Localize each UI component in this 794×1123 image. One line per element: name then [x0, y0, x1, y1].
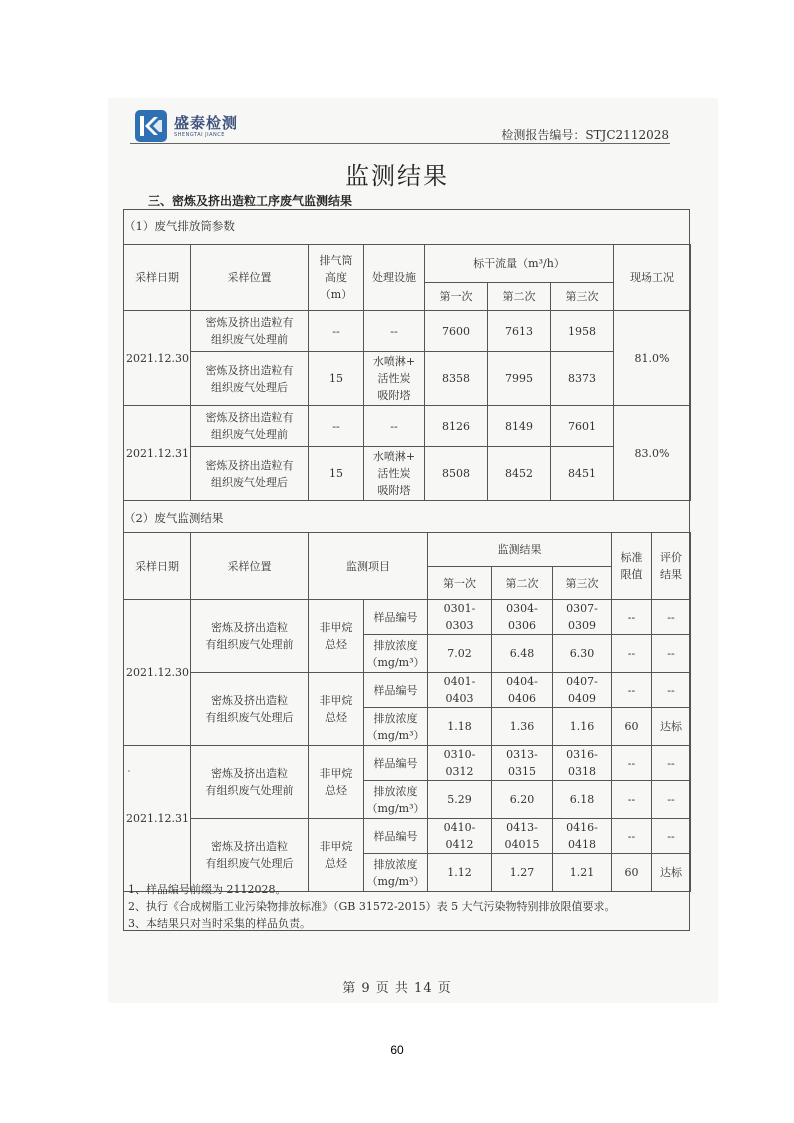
table-row — [124, 746, 691, 781]
eval-cell: -- — [652, 781, 691, 819]
location-cell: 密炼及挤出造粒 有组织废气处理后 — [191, 673, 309, 746]
scan-speck — [128, 770, 130, 772]
value-cell: 6.48 — [492, 635, 553, 673]
flow-cell: 8452 — [488, 447, 551, 501]
value-cell: 0413-04015 — [492, 819, 553, 854]
value-cell: 0401-0403 — [428, 673, 492, 708]
flow-cell: 8508 — [425, 447, 488, 501]
value-cell: 0404-0406 — [492, 673, 553, 708]
shengtai-logo-icon — [135, 110, 167, 142]
eval-cell: -- — [652, 600, 691, 635]
value-cell: 0304-0306 — [492, 600, 553, 635]
brand-name: 盛泰检测 — [174, 114, 239, 132]
header-facility: 处理设施 — [364, 245, 425, 311]
page-info: 第 9 页 共 14 页 — [342, 981, 452, 996]
height-cell: -- — [309, 311, 364, 352]
value-cell: 6.18 — [553, 781, 612, 819]
limit-cell: -- — [612, 781, 652, 819]
header-limit: 标准 限值 — [612, 533, 652, 600]
value-cell: 0301-0303 — [428, 600, 492, 635]
note-item: 2、执行《合成树脂工业污染物排放标准》（GB 31572-2015）表 5 大气污染物特别排放限值要求。 — [128, 900, 616, 913]
location-cell: 密炼及挤出造粒有 组织废气处理后 — [191, 447, 309, 501]
header-run3: 第三次 — [551, 283, 614, 311]
header-item: 监测项目 — [309, 533, 428, 600]
condition-cell: 83.0% — [614, 406, 691, 501]
value-cell: 6.30 — [553, 635, 612, 673]
monitoring-results-table — [123, 532, 691, 892]
value-cell: 1.27 — [492, 854, 553, 892]
report-number: 检测报告编号：STJC2112028 — [501, 128, 669, 142]
note-item: 3、本结果只对当时采集的样品负责。 — [128, 917, 311, 930]
header-date: 采样日期 — [124, 245, 191, 311]
table-row — [124, 447, 691, 501]
header-run2: 第二次 — [488, 283, 551, 311]
limit-cell: 60 — [612, 708, 652, 746]
table-row — [124, 406, 691, 447]
value-cell: 1.12 — [428, 854, 492, 892]
location-cell: 密炼及挤出造粒有 组织废气处理后 — [191, 352, 309, 406]
page-title: 监测结果 — [345, 162, 449, 190]
table2-subtitle: （2）废气监测结果 — [124, 511, 224, 525]
value-cell: 0310-0312 — [428, 746, 492, 781]
header-results: 监测结果 — [428, 533, 612, 567]
flow-cell: 8149 — [488, 406, 551, 447]
value-cell: 0407-0409 — [553, 673, 612, 708]
value-cell: 1.36 — [492, 708, 553, 746]
conc-label: 排放浓度 （mg/m³） — [364, 854, 428, 892]
header-evaluation: 评价 结果 — [652, 533, 691, 600]
date-cell: 2021.12.31 — [124, 406, 191, 501]
header-run1: 第一次 — [428, 567, 492, 600]
value-cell: 1.18 — [428, 708, 492, 746]
eval-cell: -- — [652, 635, 691, 673]
value-cell: 0316-0318 — [553, 746, 612, 781]
header-run2: 第二次 — [492, 567, 553, 600]
facility-cell: 水喷淋+ 活性炭 吸附塔 — [364, 447, 425, 501]
table-row — [124, 311, 691, 352]
item-cell: 非甲烷 总烃 — [309, 600, 364, 673]
height-cell: 15 — [309, 447, 364, 501]
header-date: 采样日期 — [124, 533, 191, 600]
flow-cell: 7601 — [551, 406, 614, 447]
brand — [174, 112, 238, 138]
flow-cell: 8358 — [425, 352, 488, 406]
height-cell: -- — [309, 406, 364, 447]
facility-cell: 水喷淋+ 活性炭 吸附塔 — [364, 352, 425, 406]
eval-cell: -- — [652, 819, 691, 854]
limit-cell: 60 — [612, 854, 652, 892]
date-cell: 2021.12.30 — [124, 600, 191, 746]
eval-cell: -- — [652, 746, 691, 781]
location-cell: 密炼及挤出造粒 有组织废气处理前 — [191, 600, 309, 673]
value-cell: 0416-0418 — [553, 819, 612, 854]
section-title: 三、密炼及挤出造粒工序废气监测结果 — [148, 194, 353, 208]
facility-cell: -- — [364, 406, 425, 447]
flow-cell: 7613 — [488, 311, 551, 352]
value-cell: 1.16 — [553, 708, 612, 746]
conc-label: 排放浓度 （mg/m³） — [364, 781, 428, 819]
value-cell: 0307-0309 — [553, 600, 612, 635]
facility-cell: -- — [364, 311, 425, 352]
limit-cell: -- — [612, 819, 652, 854]
flow-cell: 8126 — [425, 406, 488, 447]
header-flow: 标干流量（m³/h） — [425, 245, 614, 283]
notes — [128, 881, 616, 932]
flow-cell: 8451 — [551, 447, 614, 501]
header-stack-height: 排气筒 高度 （m） — [309, 245, 364, 311]
date-cell: 2021.12.30 — [124, 311, 191, 406]
eval-cell: 达标 — [652, 854, 691, 892]
header-location: 采样位置 — [191, 533, 309, 600]
value-cell: 7.02 — [428, 635, 492, 673]
flow-cell: 7600 — [425, 311, 488, 352]
value-cell: 0410-0412 — [428, 819, 492, 854]
date-cell: 2021.12.31 — [124, 746, 191, 892]
item-cell: 非甲烷 总烃 — [309, 673, 364, 746]
note-item: 1、样品编号前缀为 2112028。 — [128, 883, 287, 896]
location-cell: 密炼及挤出造粒 有组织废气处理后 — [191, 819, 309, 892]
header-run1: 第一次 — [425, 283, 488, 311]
limit-cell: -- — [612, 600, 652, 635]
page-number: 60 — [390, 1043, 404, 1057]
conc-label: 排放浓度 （mg/m³） — [364, 635, 428, 673]
brand-name-en: SHENGTAI JIANCE — [174, 132, 225, 138]
limit-cell: -- — [612, 746, 652, 781]
flow-cell: 8373 — [551, 352, 614, 406]
eval-cell: 达标 — [652, 708, 691, 746]
header-divider — [130, 143, 670, 144]
stack-parameters-table — [123, 244, 691, 501]
flow-cell: 1958 — [551, 311, 614, 352]
value-cell: 6.20 — [492, 781, 553, 819]
sample-label: 样品编号 — [364, 600, 428, 635]
flow-cell: 7995 — [488, 352, 551, 406]
table-row — [124, 352, 691, 406]
limit-cell: -- — [612, 673, 652, 708]
value-cell: 5.29 — [428, 781, 492, 819]
sample-label: 样品编号 — [364, 746, 428, 781]
eval-cell: -- — [652, 673, 691, 708]
item-cell: 非甲烷 总烃 — [309, 746, 364, 819]
limit-cell: -- — [612, 635, 652, 673]
item-cell: 非甲烷 总烃 — [309, 819, 364, 892]
location-cell: 密炼及挤出造粒有 组织废气处理前 — [191, 406, 309, 447]
sample-label: 样品编号 — [364, 819, 428, 854]
value-cell: 1.21 — [553, 854, 612, 892]
sample-label: 样品编号 — [364, 673, 428, 708]
value-cell: 0313-0315 — [492, 746, 553, 781]
condition-cell: 81.0% — [614, 311, 691, 406]
header-run3: 第三次 — [553, 567, 612, 600]
table-row — [124, 673, 691, 708]
header-location: 采样位置 — [191, 245, 309, 311]
table-row — [124, 819, 691, 854]
conc-label: 排放浓度 （mg/m³） — [364, 708, 428, 746]
header-condition: 现场工况 — [614, 245, 691, 311]
location-cell: 密炼及挤出造粒有 组织废气处理前 — [191, 311, 309, 352]
height-cell: 15 — [309, 352, 364, 406]
location-cell: 密炼及挤出造粒 有组织废气处理前 — [191, 746, 309, 819]
table-row — [124, 600, 691, 635]
table1-subtitle: （1）废气排放筒参数 — [124, 219, 235, 233]
